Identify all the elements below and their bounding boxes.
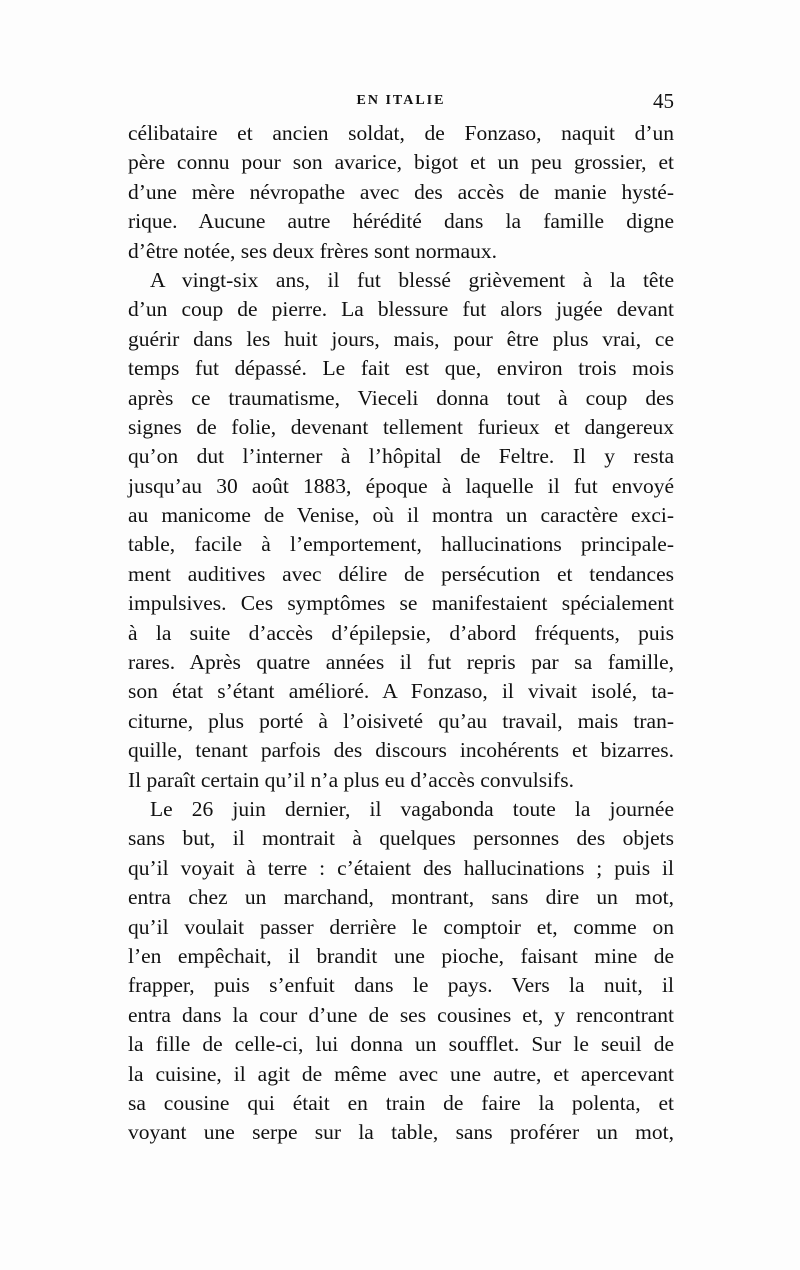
text-line: rares. Après quatre années il fut repris par sa famille, [128, 650, 674, 675]
text-line: célibataire et ancien soldat, de Fonzaso, naquit d’un [128, 121, 674, 145]
text-line: signes de folie, devenant tellement furieux et dangereux [128, 414, 674, 439]
text-line: guérir dans les huit jours, mais, pour être plus vrai, ce [128, 326, 674, 351]
text-line: impulsives. Ces symptômes se manifestaient spécialement [128, 591, 674, 616]
text-line: son état s’étant amélioré. A Fonzaso, il vivait isolé, ta- [128, 679, 674, 704]
text-line: au manicome de Venise, où il montra un caractère exci- [128, 503, 674, 528]
text-line: sans but, il montrait à quelques personnes des objets [128, 826, 674, 851]
page-number: 45 [653, 89, 674, 113]
text-line: jusqu’au 30 août 1883, époque à laquelle il fut envoyé [128, 473, 674, 498]
text-line: qu’il voyait à terre : c’étaient des hallucinations ; puis il [128, 855, 674, 880]
text-line: la cuisine, il agit de même avec une autre, et apercevant [128, 1061, 674, 1086]
text-line: la fille de celle-ci, lui donna un soufflet. Sur le seuil de [128, 1032, 674, 1057]
text-line: Le 26 juin dernier, il vagabonda toute la journée [150, 796, 674, 821]
text-line: qu’il voulait passer derrière le comptoir et, comme on [128, 914, 674, 939]
text-line: table, facile à l’emportement, hallucinations principale- [128, 532, 674, 557]
text-line: entra dans la cour d’une de ses cousines et, y rencontrant [128, 1002, 674, 1027]
text-line: Il paraît certain qu’il n’a plus eu d’accès convulsifs. [128, 767, 574, 792]
text-line: qu’on dut l’interner à l’hôpital de Feltre. Il y resta [128, 444, 674, 469]
text-line: d’un coup de pierre. La blessure fut alors jugée devant [128, 297, 674, 322]
text-line: père connu pour son avarice, bigot et un peu grossier, et [128, 150, 674, 175]
running-head [128, 89, 674, 115]
text-line: A vingt-six ans, il fut blessé grièvement à la tête [150, 267, 674, 292]
text-line: à la suite d’accès d’épilepsie, d’abord fréquents, puis [128, 620, 674, 645]
text-line: temps fut dépassé. Le fait est que, environ trois mois [128, 356, 674, 381]
body-text [128, 119, 674, 1148]
text-line: quille, tenant parfois des discours incohérents et bizarres. [128, 738, 674, 763]
text-line: d’être notée, ses deux frères sont normaux. [128, 238, 497, 263]
text-line: frapper, puis s’enfuit dans le pays. Vers la nuit, il [128, 973, 674, 998]
text-line: ment auditives avec délire de persécution et tendances [128, 561, 674, 586]
text-line: d’une mère névropathe avec des accès de manie hysté- [128, 179, 674, 204]
text-line: sa cousine qui était en train de faire la polenta, et [128, 1090, 674, 1115]
text-line: citurne, plus porté à l’oisiveté qu’au travail, mais tran- [128, 708, 674, 733]
text-line: entra chez un marchand, montrant, sans dire un mot, [128, 885, 674, 910]
text-line: l’en empêchait, il brandit une pioche, faisant mine de [128, 943, 674, 968]
text-line: après ce traumatisme, Vieceli donna tout à coup des [128, 385, 674, 410]
text-line: rique. Aucune autre hérédité dans la famille digne [128, 209, 674, 234]
running-title: EN ITALIE [356, 93, 446, 108]
text-line: voyant une serpe sur la table, sans proférer un mot, [128, 1120, 674, 1145]
